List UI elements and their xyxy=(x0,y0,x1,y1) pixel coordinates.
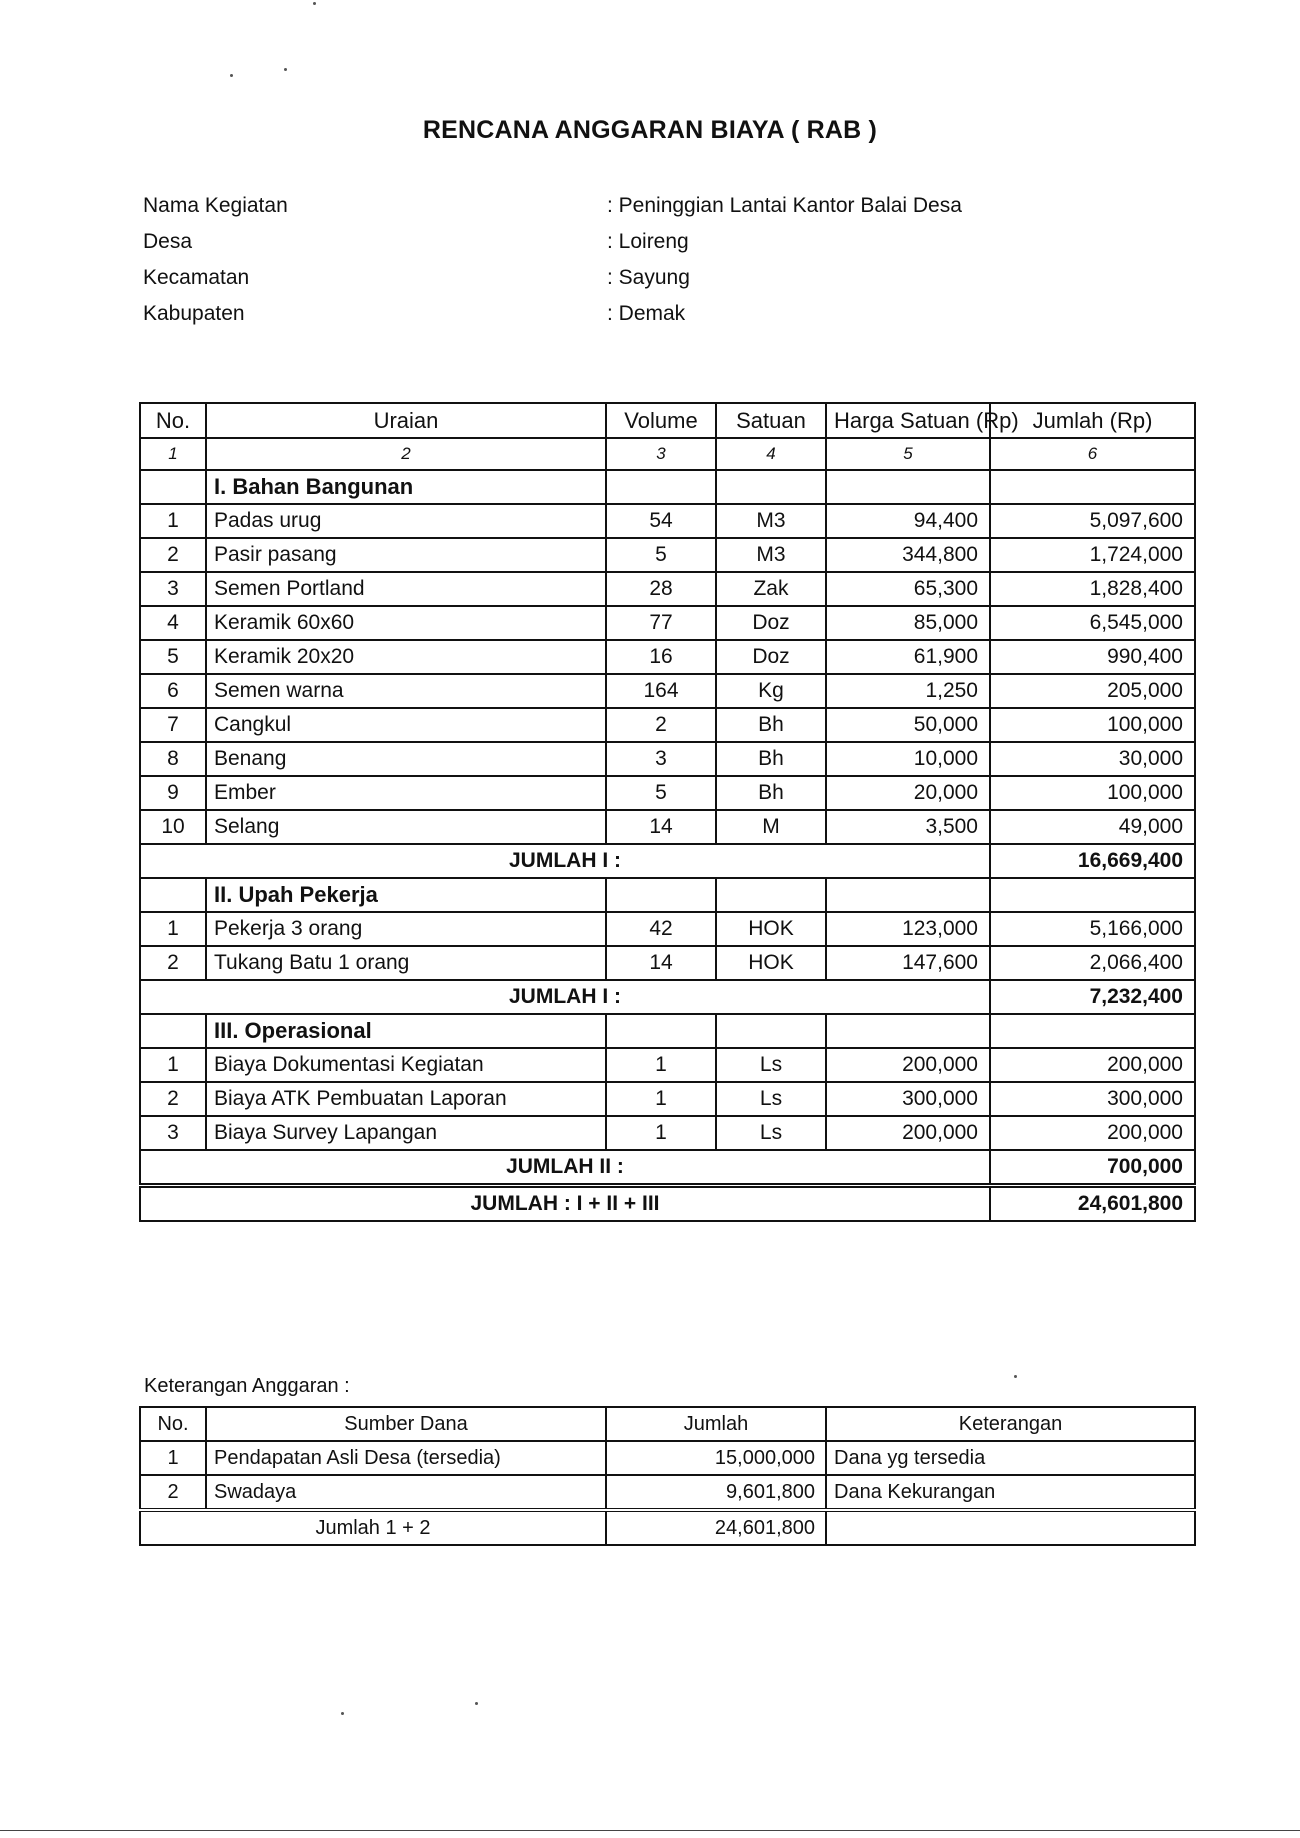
info-label: Desa xyxy=(143,230,193,253)
item-jumlah: 5,166,000 xyxy=(990,912,1195,946)
document-title: RENCANA ANGGARAN BIAYA ( RAB ) xyxy=(422,116,878,144)
sum-row xyxy=(140,1510,1195,1545)
scan-speck xyxy=(230,74,233,77)
item-volume: 2 xyxy=(606,708,716,742)
source-name: Pendapatan Asli Desa (tersedia) xyxy=(206,1441,606,1475)
info-value: : Peninggian Lantai Kantor Balai Desa xyxy=(607,194,962,217)
item-harga: 200,000 xyxy=(826,1116,990,1150)
source-amount: 15,000,000 xyxy=(606,1441,826,1475)
empty-cell xyxy=(990,1014,1195,1048)
item-harga: 20,000 xyxy=(826,776,990,810)
item-volume: 42 xyxy=(606,912,716,946)
column-header: Uraian xyxy=(206,403,606,438)
item-uraian: Biaya Survey Lapangan xyxy=(206,1116,606,1150)
info-row-kecamatan xyxy=(143,260,962,296)
item-jumlah: 200,000 xyxy=(990,1048,1195,1082)
item-volume: 14 xyxy=(606,946,716,980)
item-uraian: Biaya Dokumentasi Kegiatan xyxy=(206,1048,606,1082)
column-header: Satuan xyxy=(716,403,826,438)
table-row xyxy=(140,708,1195,742)
item-uraian: Keramik 60x60 xyxy=(206,606,606,640)
activity-info xyxy=(143,188,962,332)
item-volume: 1 xyxy=(606,1048,716,1082)
item-jumlah: 990,400 xyxy=(990,640,1195,674)
item-satuan: M3 xyxy=(716,504,826,538)
source-no: 1 xyxy=(140,1441,206,1475)
item-jumlah: 205,000 xyxy=(990,674,1195,708)
empty-cell xyxy=(990,878,1195,912)
item-uraian: Padas urug xyxy=(206,504,606,538)
column-header: Keterangan xyxy=(826,1407,1195,1441)
item-volume: 54 xyxy=(606,504,716,538)
item-jumlah: 30,000 xyxy=(990,742,1195,776)
info-row-nama-kegiatan xyxy=(143,188,962,224)
column-header: Harga Satuan (Rp) xyxy=(826,403,990,438)
grand-total-label: JUMLAH : I + II + III xyxy=(140,1186,990,1222)
keterangan-table xyxy=(139,1406,1196,1546)
item-satuan: M xyxy=(716,810,826,844)
table-row xyxy=(140,1116,1195,1150)
section-total-value: 700,000 xyxy=(990,1150,1195,1186)
item-satuan: Bh xyxy=(716,708,826,742)
item-harga: 147,600 xyxy=(826,946,990,980)
empty-cell xyxy=(606,1014,716,1048)
section-heading-row xyxy=(140,878,1195,912)
section-total-label: JUMLAH I : xyxy=(140,980,990,1014)
empty-cell xyxy=(606,878,716,912)
item-no: 1 xyxy=(140,1048,206,1082)
scan-speck xyxy=(313,2,316,5)
sum-value: 24,601,800 xyxy=(606,1510,826,1545)
table-row xyxy=(140,572,1195,606)
item-volume: 5 xyxy=(606,776,716,810)
item-satuan: Ls xyxy=(716,1116,826,1150)
empty-cell xyxy=(826,1510,1195,1545)
item-harga: 50,000 xyxy=(826,708,990,742)
item-harga: 65,300 xyxy=(826,572,990,606)
section-name: I. Bahan Bangunan xyxy=(206,470,606,504)
info-label: Kabupaten xyxy=(143,302,245,325)
item-volume: 5 xyxy=(606,538,716,572)
item-satuan: Doz xyxy=(716,606,826,640)
source-note: Dana yg tersedia xyxy=(826,1441,1195,1475)
column-index: 2 xyxy=(206,438,606,470)
section-heading-row xyxy=(140,1014,1195,1048)
item-jumlah: 100,000 xyxy=(990,708,1195,742)
table-row xyxy=(140,1475,1195,1510)
info-row-desa xyxy=(143,224,962,260)
table-row xyxy=(140,538,1195,572)
column-index: 1 xyxy=(140,438,206,470)
section-no-cell xyxy=(140,1014,206,1048)
info-label: Nama Kegiatan xyxy=(143,194,288,217)
item-volume: 1 xyxy=(606,1116,716,1150)
table-row xyxy=(140,606,1195,640)
sum-label: Jumlah 1 + 2 xyxy=(140,1510,606,1545)
item-harga: 200,000 xyxy=(826,1048,990,1082)
source-amount: 9,601,800 xyxy=(606,1475,826,1510)
scan-edge-line xyxy=(0,1830,1300,1831)
scan-speck xyxy=(341,1712,344,1715)
item-uraian: Pekerja 3 orang xyxy=(206,912,606,946)
item-satuan: Ls xyxy=(716,1048,826,1082)
item-no: 3 xyxy=(140,1116,206,1150)
table-row xyxy=(140,1441,1195,1475)
column-header: No. xyxy=(140,403,206,438)
item-no: 2 xyxy=(140,1082,206,1116)
grand-total-value: 24,601,800 xyxy=(990,1186,1195,1222)
item-volume: 1 xyxy=(606,1082,716,1116)
table-row xyxy=(140,912,1195,946)
item-satuan: HOK xyxy=(716,946,826,980)
item-satuan: Doz xyxy=(716,640,826,674)
scan-speck xyxy=(1014,1375,1017,1378)
rab-table xyxy=(139,402,1196,1222)
item-satuan: Bh xyxy=(716,776,826,810)
item-no: 2 xyxy=(140,946,206,980)
table-row xyxy=(140,1048,1195,1082)
item-uraian: Keramik 20x20 xyxy=(206,640,606,674)
item-uraian: Semen warna xyxy=(206,674,606,708)
table-row xyxy=(140,1082,1195,1116)
item-no: 9 xyxy=(140,776,206,810)
column-index-row xyxy=(140,438,1195,470)
item-satuan: Kg xyxy=(716,674,826,708)
section-total-row xyxy=(140,1150,1195,1186)
source-name: Swadaya xyxy=(206,1475,606,1510)
section-name: II. Upah Pekerja xyxy=(206,878,606,912)
empty-cell xyxy=(606,470,716,504)
item-harga: 61,900 xyxy=(826,640,990,674)
item-satuan: M3 xyxy=(716,538,826,572)
section-name: III. Operasional xyxy=(206,1014,606,1048)
section-total-row xyxy=(140,844,1195,878)
empty-cell xyxy=(716,878,826,912)
table-row xyxy=(140,674,1195,708)
section-total-label: JUMLAH I : xyxy=(140,844,990,878)
item-volume: 164 xyxy=(606,674,716,708)
item-jumlah: 49,000 xyxy=(990,810,1195,844)
item-uraian: Cangkul xyxy=(206,708,606,742)
item-volume: 16 xyxy=(606,640,716,674)
item-jumlah: 300,000 xyxy=(990,1082,1195,1116)
column-index: 6 xyxy=(990,438,1195,470)
table-header-row xyxy=(140,403,1195,438)
info-value: : Sayung xyxy=(607,266,690,289)
section-no-cell xyxy=(140,878,206,912)
section-heading-row xyxy=(140,470,1195,504)
keterangan-title: Keterangan Anggaran : xyxy=(144,1375,350,1397)
item-satuan: Ls xyxy=(716,1082,826,1116)
table-row xyxy=(140,810,1195,844)
item-harga: 1,250 xyxy=(826,674,990,708)
item-uraian: Selang xyxy=(206,810,606,844)
item-uraian: Biaya ATK Pembuatan Laporan xyxy=(206,1082,606,1116)
item-volume: 3 xyxy=(606,742,716,776)
table-row xyxy=(140,504,1195,538)
item-jumlah: 100,000 xyxy=(990,776,1195,810)
info-row-kabupaten xyxy=(143,296,962,332)
empty-cell xyxy=(716,470,826,504)
item-harga: 300,000 xyxy=(826,1082,990,1116)
item-no: 6 xyxy=(140,674,206,708)
item-volume: 14 xyxy=(606,810,716,844)
column-index: 5 xyxy=(826,438,990,470)
item-no: 1 xyxy=(140,504,206,538)
section-total-label: JUMLAH II : xyxy=(140,1150,990,1186)
table-row xyxy=(140,742,1195,776)
column-header: Jumlah xyxy=(606,1407,826,1441)
item-uraian: Semen Portland xyxy=(206,572,606,606)
item-satuan: HOK xyxy=(716,912,826,946)
item-harga: 344,800 xyxy=(826,538,990,572)
item-harga: 85,000 xyxy=(826,606,990,640)
item-jumlah: 200,000 xyxy=(990,1116,1195,1150)
item-harga: 10,000 xyxy=(826,742,990,776)
source-note: Dana Kekurangan xyxy=(826,1475,1195,1510)
item-harga: 94,400 xyxy=(826,504,990,538)
column-header: Jumlah (Rp) xyxy=(990,403,1195,438)
empty-cell xyxy=(826,470,990,504)
column-header: Sumber Dana xyxy=(206,1407,606,1441)
column-index: 3 xyxy=(606,438,716,470)
column-header: Volume xyxy=(606,403,716,438)
info-value: : Demak xyxy=(607,302,686,325)
table-header-row xyxy=(140,1407,1195,1441)
column-index: 4 xyxy=(716,438,826,470)
item-jumlah: 6,545,000 xyxy=(990,606,1195,640)
item-harga: 3,500 xyxy=(826,810,990,844)
empty-cell xyxy=(716,1014,826,1048)
item-volume: 28 xyxy=(606,572,716,606)
item-jumlah: 2,066,400 xyxy=(990,946,1195,980)
item-uraian: Tukang Batu 1 orang xyxy=(206,946,606,980)
table-row xyxy=(140,946,1195,980)
source-no: 2 xyxy=(140,1475,206,1510)
item-jumlah: 1,828,400 xyxy=(990,572,1195,606)
item-satuan: Zak xyxy=(716,572,826,606)
item-satuan: Bh xyxy=(716,742,826,776)
item-no: 4 xyxy=(140,606,206,640)
scan-speck xyxy=(475,1702,478,1705)
section-total-row xyxy=(140,980,1195,1014)
item-no: 5 xyxy=(140,640,206,674)
item-harga: 123,000 xyxy=(826,912,990,946)
item-no: 3 xyxy=(140,572,206,606)
item-no: 8 xyxy=(140,742,206,776)
empty-cell xyxy=(826,1014,990,1048)
scan-speck xyxy=(284,68,287,71)
section-total-value: 16,669,400 xyxy=(990,844,1195,878)
empty-cell xyxy=(826,878,990,912)
item-no: 7 xyxy=(140,708,206,742)
info-value: : Loireng xyxy=(607,230,689,253)
item-uraian: Pasir pasang xyxy=(206,538,606,572)
item-uraian: Benang xyxy=(206,742,606,776)
item-jumlah: 5,097,600 xyxy=(990,504,1195,538)
info-label: Kecamatan xyxy=(143,266,250,289)
table-row xyxy=(140,776,1195,810)
table-row xyxy=(140,640,1195,674)
empty-cell xyxy=(990,470,1195,504)
section-no-cell xyxy=(140,470,206,504)
item-no: 2 xyxy=(140,538,206,572)
grand-total-row xyxy=(140,1186,1195,1222)
item-jumlah: 1,724,000 xyxy=(990,538,1195,572)
item-no: 1 xyxy=(140,912,206,946)
item-volume: 77 xyxy=(606,606,716,640)
item-uraian: Ember xyxy=(206,776,606,810)
item-no: 10 xyxy=(140,810,206,844)
section-total-value: 7,232,400 xyxy=(990,980,1195,1014)
column-header: No. xyxy=(140,1407,206,1441)
